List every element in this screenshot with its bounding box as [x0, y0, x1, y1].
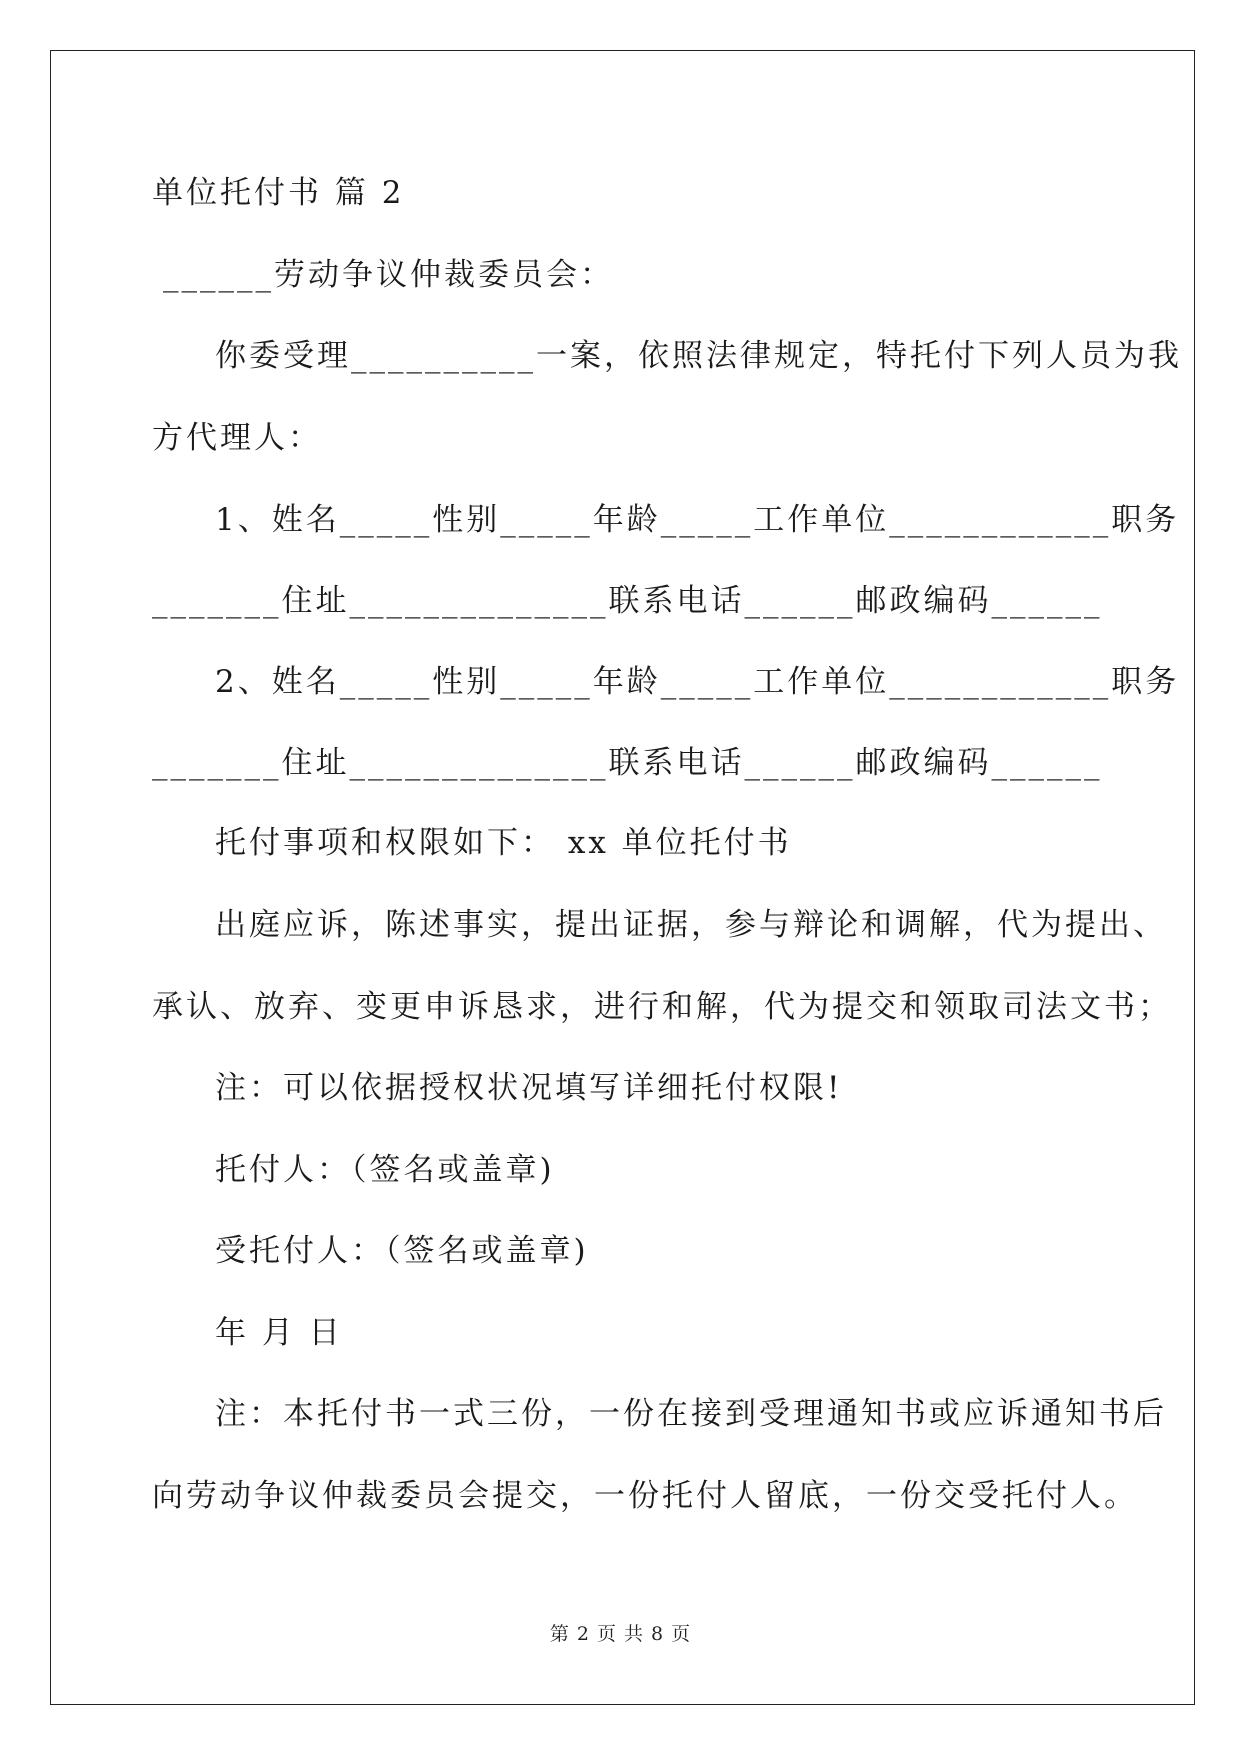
- scope-paragraph-line-2: 承认、放弃、变更申诉恳求，进行和解，代为提交和领取司法文书；: [152, 989, 1172, 1025]
- intro-paragraph-line-1: 你委受理__________一案，依照法律规定，特托付下列人员为我: [215, 338, 1182, 374]
- page-border: [50, 50, 1195, 1705]
- principal-signature-line: 托付人：（签名或盖章): [215, 1152, 555, 1188]
- agent-2-line-1: 2、姓名_____性别_____年龄_____工作单位____________职务: [215, 664, 1180, 700]
- date-line: 年 月 日: [215, 1315, 343, 1351]
- agent-2-line-2: _______住址______________联系电话______邮政编码______: [152, 745, 1103, 781]
- scope-heading: 托付事项和权限如下： xx 单位托付书: [215, 825, 792, 861]
- closing-note-line-1: 注：本托付书一式三份，一份在接到受理通知书或应诉通知书后: [215, 1396, 1167, 1432]
- page-number-footer: 第 2 页 共 8 页: [549, 1623, 692, 1645]
- agent-signature-line: 受托付人：（签名或盖章): [215, 1233, 589, 1269]
- note-line: 注：可以依据授权状况填写详细托付权限!: [215, 1070, 843, 1106]
- addressee-line: ______劳动争议仲裁委员会：: [163, 257, 614, 293]
- agent-1-line-1: 1、姓名_____性别_____年龄_____工作单位____________职务: [215, 502, 1180, 538]
- closing-note-line-2: 向劳动争议仲裁委员会提交，一份托付人留底，一份交受托付人。: [152, 1478, 1138, 1514]
- scope-paragraph-line-1: 出庭应诉，陈述事实，提出证据，参与辩论和调解，代为提出、: [215, 907, 1167, 943]
- intro-paragraph-line-2: 方代理人：: [152, 420, 322, 456]
- agent-1-line-2: _______住址______________联系电话______邮政编码______: [152, 583, 1103, 619]
- document-heading: 单位托付书 篇 2: [152, 175, 405, 211]
